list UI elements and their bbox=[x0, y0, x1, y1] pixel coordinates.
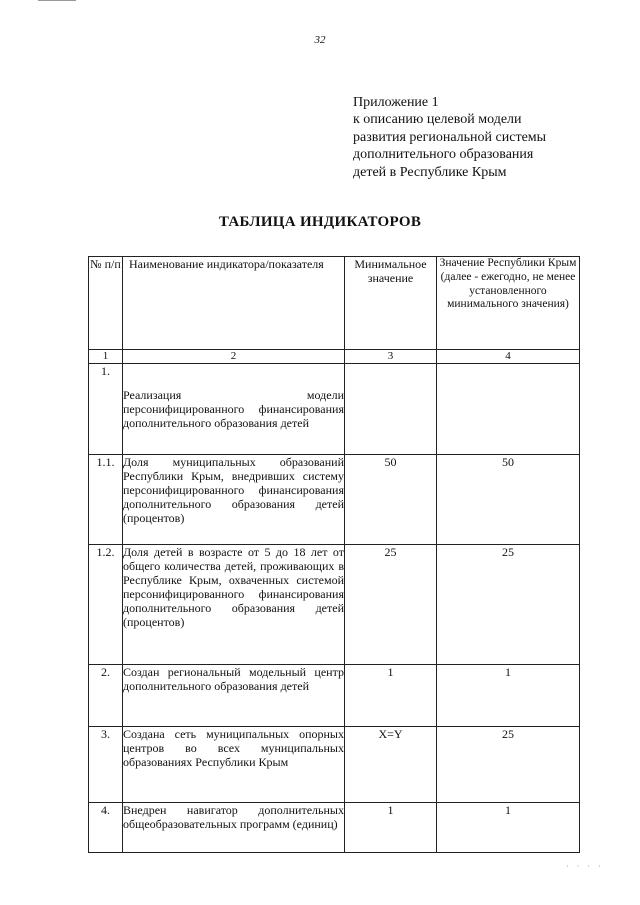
scan-specks: · · · · bbox=[566, 862, 604, 871]
table-row bbox=[89, 455, 580, 545]
row-number: 2. bbox=[89, 665, 123, 727]
indicator-name: Реализация модели персонифицированного финансирования дополнительного образования детей bbox=[123, 364, 345, 455]
crimea-value: 1 bbox=[437, 803, 580, 853]
indicator-name: Доля муниципальных образований Республики Крым, внедривших систему персонифицированного финансирования дополнительного образования детей (процентов) bbox=[123, 455, 345, 545]
min-value: 25 bbox=[345, 545, 437, 665]
appendix-line: развития региональной системы bbox=[353, 129, 547, 145]
page-number: 32 bbox=[314, 34, 326, 46]
min-value: X=Y bbox=[345, 727, 437, 803]
column-number: 3 bbox=[345, 350, 437, 364]
indicator-name: Внедрен навигатор дополнительных общеобразовательных программ (единиц) bbox=[123, 803, 345, 853]
row-number: 1. bbox=[89, 364, 123, 455]
header-no: № п/п bbox=[89, 257, 123, 350]
table-row bbox=[89, 727, 580, 803]
indicators-table bbox=[88, 256, 580, 853]
column-number: 4 bbox=[437, 350, 580, 364]
min-value bbox=[345, 364, 437, 455]
table-row bbox=[89, 665, 580, 727]
row-number: 1.2. bbox=[89, 545, 123, 665]
appendix-line: дополнительного образования bbox=[353, 147, 534, 163]
column-number-row bbox=[89, 350, 580, 364]
appendix-line: к описанию целевой модели bbox=[353, 112, 522, 128]
top-edge-mark bbox=[38, 0, 76, 1]
header-name: Наименование индикатора/показателя bbox=[123, 257, 345, 350]
appendix-block bbox=[353, 94, 613, 181]
row-number: 3. bbox=[89, 727, 123, 803]
table-row bbox=[89, 364, 580, 455]
table-row bbox=[89, 545, 580, 665]
appendix-line: Приложение 1 bbox=[353, 95, 439, 110]
document-title: ТАБЛИЦА ИНДИКАТОРОВ bbox=[218, 214, 422, 230]
header-min: Минимальное значение bbox=[345, 257, 437, 350]
crimea-value bbox=[437, 364, 580, 455]
column-number: 1 bbox=[89, 350, 123, 364]
crimea-value: 25 bbox=[437, 727, 580, 803]
min-value: 50 bbox=[345, 455, 437, 545]
row-number: 1.1. bbox=[89, 455, 123, 545]
crimea-value: 25 bbox=[437, 545, 580, 665]
indicator-name: Доля детей в возрасте от 5 до 18 лет от общего количества детей, проживающих в Республике Крым, охваченных системой персонифицированного финансирования дополнительного образования детей (процентов) bbox=[123, 545, 345, 665]
min-value: 1 bbox=[345, 803, 437, 853]
min-value: 1 bbox=[345, 665, 437, 727]
indicator-name: Создана сеть муниципальных опорных центров во всех муниципальных образованиях Республики Крым bbox=[123, 727, 345, 803]
table-header-row bbox=[89, 257, 580, 350]
indicator-name: Создан региональный модельный центр дополнительного образования детей bbox=[123, 665, 345, 727]
row-number: 4. bbox=[89, 803, 123, 853]
crimea-value: 1 bbox=[437, 665, 580, 727]
crimea-value: 50 bbox=[437, 455, 580, 545]
appendix-line: детей в Республике Крым bbox=[353, 164, 507, 180]
table-row bbox=[89, 803, 580, 853]
column-number: 2 bbox=[123, 350, 345, 364]
header-crimea: Значение Республики Крым (далее - ежегодно, не менее установленного минимального значения) bbox=[437, 257, 580, 350]
